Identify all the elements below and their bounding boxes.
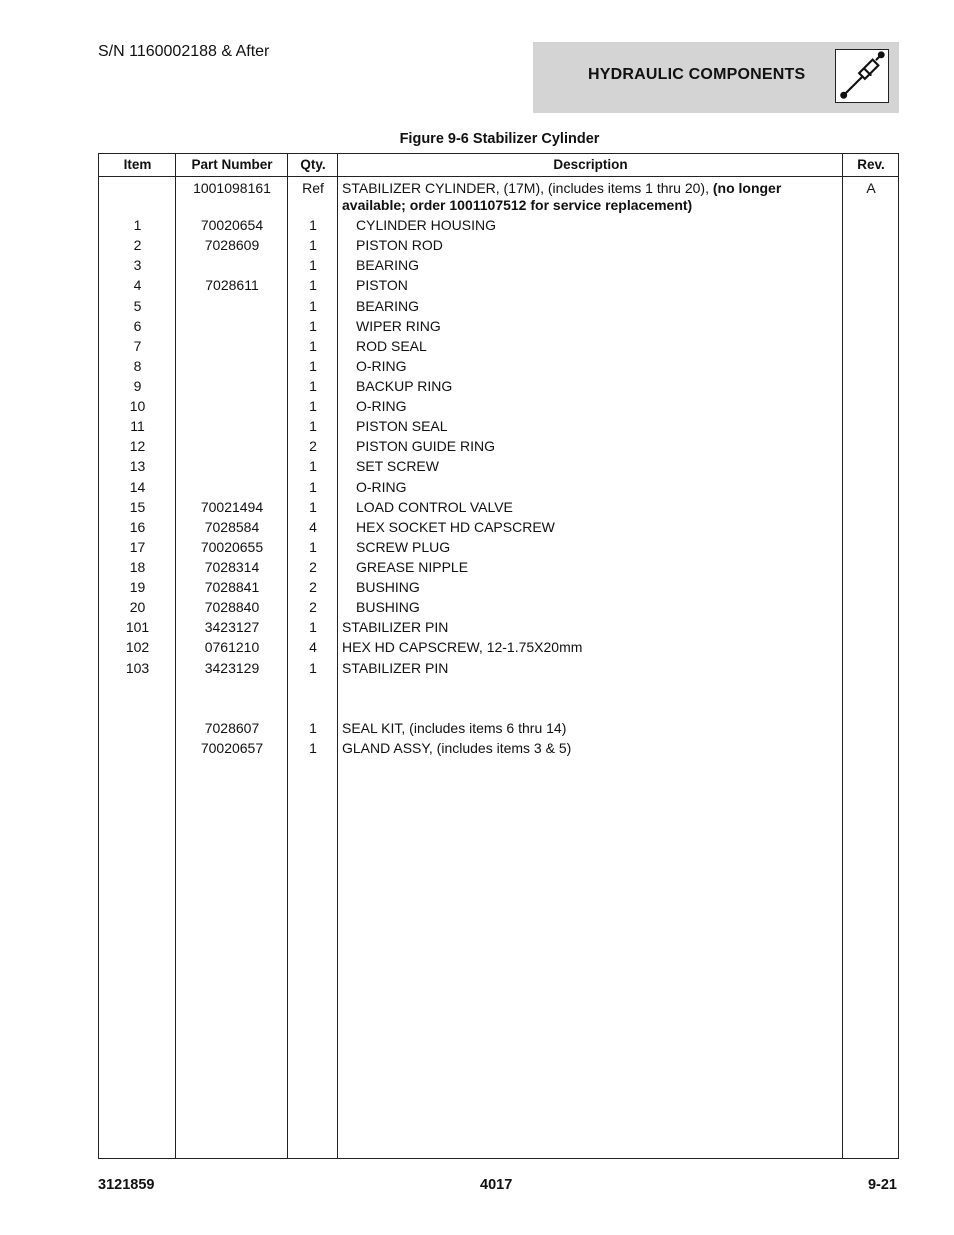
cell-qty: 1 bbox=[309, 298, 317, 314]
serial-number: S/N 1160002188 & After bbox=[98, 43, 270, 60]
cell-description: HEX SOCKET HD CAPSCREW bbox=[356, 519, 555, 535]
cell-description: SCREW PLUG bbox=[356, 539, 451, 555]
cell-qty: 1 bbox=[309, 499, 317, 515]
cell-description: STABILIZER PIN bbox=[342, 619, 449, 635]
section-title: HYDRAULIC COMPONENTS bbox=[588, 66, 806, 83]
header-description: Description bbox=[553, 157, 628, 172]
cell-item: 5 bbox=[133, 298, 142, 314]
cell-item: 19 bbox=[129, 579, 146, 595]
cell-description: PISTON SEAL bbox=[356, 418, 448, 434]
parts-table bbox=[98, 153, 899, 1159]
cell-qty: 4 bbox=[309, 639, 317, 655]
cell-description: LOAD CONTROL VALVE bbox=[356, 499, 513, 515]
header-item: Item bbox=[123, 157, 152, 172]
cell-description bbox=[342, 180, 842, 214]
cell-qty: 1 bbox=[309, 378, 317, 394]
header-qty: Qty. bbox=[300, 157, 326, 172]
cell-item: 4 bbox=[133, 277, 142, 293]
cell-item: 14 bbox=[129, 479, 146, 495]
cell-description: O-RING bbox=[356, 398, 407, 414]
cell-description: PISTON bbox=[356, 277, 408, 293]
cell-qty: 1 bbox=[309, 318, 317, 334]
cell-part-number: 7028841 bbox=[204, 579, 260, 595]
cell-part-number: 70020655 bbox=[200, 539, 264, 555]
footer-doc-number: 3121859 bbox=[98, 1177, 155, 1193]
cell-qty: Ref bbox=[302, 180, 324, 196]
cell-item: 8 bbox=[133, 358, 142, 374]
cell-rev: A bbox=[866, 180, 876, 196]
cell-description: PISTON GUIDE RING bbox=[356, 438, 495, 454]
cell-part-number: 3423127 bbox=[204, 619, 260, 635]
cell-description: CYLINDER HOUSING bbox=[356, 217, 497, 233]
cell-qty: 1 bbox=[309, 358, 317, 374]
cell-part-number: 3423129 bbox=[204, 660, 260, 676]
cell-item: 9 bbox=[133, 378, 142, 394]
cell-description: ROD SEAL bbox=[356, 338, 427, 354]
section-header bbox=[533, 42, 899, 113]
cell-part-number: 1001098161 bbox=[193, 180, 271, 196]
hydraulic-cylinder-icon bbox=[835, 49, 889, 103]
cell-description: O-RING bbox=[356, 479, 407, 495]
cell-description: BUSHING bbox=[356, 579, 420, 595]
cell-qty: 2 bbox=[309, 559, 317, 575]
cell-part-number: 7028584 bbox=[204, 519, 260, 535]
figure-title: Figure 9-6 Stabilizer Cylinder bbox=[399, 131, 600, 147]
footer-model: 4017 bbox=[480, 1177, 513, 1193]
cell-item: 1 bbox=[133, 217, 142, 233]
cell-qty: 1 bbox=[309, 660, 317, 676]
cell-qty: 1 bbox=[309, 338, 317, 354]
description-note: available; order 1001107512 for service replacement) bbox=[342, 197, 693, 213]
cell-qty: 1 bbox=[309, 398, 317, 414]
cell-item: 11 bbox=[130, 418, 145, 434]
cell-description: GREASE NIPPLE bbox=[356, 559, 469, 575]
description-text: STABILIZER CYLINDER, (17M), (includes items 1 thru 20), bbox=[342, 180, 713, 196]
cell-part-number: 0761210 bbox=[204, 639, 260, 655]
table-header bbox=[99, 154, 898, 177]
cell-description: BACKUP RING bbox=[356, 378, 453, 394]
cell-description: STABILIZER PIN bbox=[342, 660, 449, 676]
description-note: (no longer bbox=[712, 180, 782, 196]
cell-item: 13 bbox=[129, 458, 146, 474]
cell-description: BEARING bbox=[356, 298, 420, 314]
cell-qty: 1 bbox=[309, 237, 317, 253]
cell-qty: 1 bbox=[309, 619, 317, 635]
cell-qty: 2 bbox=[309, 579, 317, 595]
cell-item: 3 bbox=[133, 257, 142, 273]
cell-item: 20 bbox=[129, 599, 146, 615]
cell-part-number: 7028607 bbox=[204, 720, 260, 736]
cell-item: 7 bbox=[133, 338, 142, 354]
cell-part-number: 7028609 bbox=[204, 237, 260, 253]
cell-qty: 4 bbox=[309, 519, 317, 535]
cell-part-number: 70021494 bbox=[200, 499, 264, 515]
cell-part-number: 7028840 bbox=[204, 599, 260, 615]
cell-description: BUSHING bbox=[356, 599, 420, 615]
cell-item: 2 bbox=[133, 237, 142, 253]
cell-item: 102 bbox=[125, 639, 150, 655]
cell-part-number: 7028314 bbox=[204, 559, 260, 575]
cell-description: O-RING bbox=[356, 358, 407, 374]
cell-item: 18 bbox=[129, 559, 146, 575]
cell-item: 10 bbox=[129, 398, 146, 414]
cell-part-number: 70020657 bbox=[200, 740, 264, 756]
cell-description: PISTON ROD bbox=[356, 237, 443, 253]
cell-qty: 2 bbox=[309, 599, 317, 615]
cell-part-number: 7028611 bbox=[205, 277, 259, 293]
cell-qty: 2 bbox=[309, 438, 317, 454]
cell-part-number: 70020654 bbox=[200, 217, 264, 233]
cell-qty: 1 bbox=[309, 479, 317, 495]
cell-item: 17 bbox=[129, 539, 146, 555]
cell-description: SET SCREW bbox=[356, 458, 439, 474]
cell-item: 103 bbox=[125, 660, 150, 676]
cell-description: WIPER RING bbox=[356, 318, 441, 334]
cell-qty: 1 bbox=[309, 217, 317, 233]
cell-item: 101 bbox=[125, 619, 150, 635]
cell-qty: 1 bbox=[309, 257, 317, 273]
cell-description: BEARING bbox=[356, 257, 420, 273]
cell-qty: 1 bbox=[309, 458, 317, 474]
cell-qty: 1 bbox=[309, 740, 317, 756]
cell-qty: 1 bbox=[309, 720, 317, 736]
cell-item: 16 bbox=[129, 519, 146, 535]
cell-description: GLAND ASSY, (includes items 3 & 5) bbox=[342, 740, 572, 756]
footer-page-number: 9-21 bbox=[867, 1177, 897, 1193]
cell-item: 12 bbox=[129, 438, 146, 454]
cell-item: 6 bbox=[133, 318, 142, 334]
header-part-number: Part Number bbox=[191, 157, 273, 172]
cell-item: 15 bbox=[129, 499, 146, 515]
cell-description: SEAL KIT, (includes items 6 thru 14) bbox=[342, 720, 567, 736]
cell-qty: 1 bbox=[309, 539, 317, 555]
cell-qty: 1 bbox=[309, 418, 317, 434]
cell-description: HEX HD CAPSCREW, 12-1.75X20mm bbox=[342, 639, 583, 655]
header-rev: Rev. bbox=[857, 157, 885, 172]
cell-qty: 1 bbox=[309, 277, 317, 293]
